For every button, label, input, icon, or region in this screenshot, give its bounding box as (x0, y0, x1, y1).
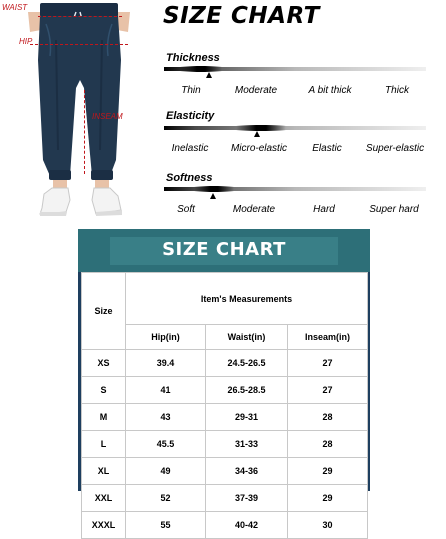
table-row (82, 485, 368, 512)
elasticity-option-elastic: Elastic (312, 143, 342, 154)
softness-option-hard: Hard (313, 204, 335, 215)
waist-cell: 34-36 (206, 458, 288, 485)
hip-cell: 45.5 (126, 431, 206, 458)
size-cell: XS (82, 350, 126, 377)
table-row (82, 377, 368, 404)
table-row (82, 458, 368, 485)
waist-line (38, 16, 122, 17)
table-row (82, 350, 368, 377)
elasticity-selected-marker (254, 131, 260, 137)
size-cell: L (82, 431, 126, 458)
softness-option-moderate: Moderate (232, 204, 276, 215)
size-cell: XXL (82, 485, 126, 512)
elasticity-option-inelastic: Inelastic (171, 143, 209, 154)
waist-cell: 24.5-26.5 (206, 350, 288, 377)
hip-cell: 52 (126, 485, 206, 512)
inseam-label: INSEAM (92, 112, 123, 121)
thickness-option-thin: Thin (181, 85, 201, 96)
inseam-cell: 27 (288, 377, 368, 404)
hip-cell: 39.4 (126, 350, 206, 377)
inseam-line (84, 90, 85, 174)
inseam-cell: 28 (288, 431, 368, 458)
hip-cell: 55 (126, 512, 206, 539)
thickness-option-a-bit-thick: A bit thick (308, 85, 352, 96)
inseam-cell: 29 (288, 485, 368, 512)
waist-cell: 26.5-28.5 (206, 377, 288, 404)
elasticity-option-micro-elastic: Micro-elastic (230, 143, 288, 154)
size-cell: S (82, 377, 126, 404)
size-cell: XL (82, 458, 126, 485)
hip-cell: 43 (126, 404, 206, 431)
waist-cell: 40-42 (206, 512, 288, 539)
size-table (81, 272, 368, 539)
inseam-cell: 29 (288, 458, 368, 485)
thickness-selected-marker (206, 72, 212, 78)
table-row (82, 431, 368, 458)
thickness-option-moderate: Moderate (234, 85, 278, 96)
elasticity-title: Elasticity (166, 110, 215, 122)
softness-title: Softness (166, 172, 213, 184)
model-photo (0, 0, 160, 228)
inseam-cell: 27 (288, 350, 368, 377)
size-cell: XXXL (82, 512, 126, 539)
hip-cell: 41 (126, 377, 206, 404)
hip-cell: 49 (126, 458, 206, 485)
waist-header: Waist(in) (206, 325, 288, 350)
softness-option-soft: Soft (177, 204, 195, 215)
waist-label: WAIST (2, 3, 28, 12)
inseam-cell: 30 (288, 512, 368, 539)
waist-cell: 29-31 (206, 404, 288, 431)
size-chart-table-frame (78, 229, 370, 530)
table-title-box (110, 237, 338, 265)
waist-cell: 37-39 (206, 485, 288, 512)
size-cell: M (82, 404, 126, 431)
thickness-title: Thickness (166, 52, 220, 64)
table-row (82, 404, 368, 431)
elasticity-scale-bar (164, 126, 426, 130)
hip-label: HIP (19, 37, 33, 46)
thickness-scale-highlight (180, 66, 222, 72)
table-header-row (82, 273, 368, 325)
hip-header: Hip(in) (126, 325, 206, 350)
product-info-section (0, 0, 446, 228)
measurements-header: Item's Measurements (126, 273, 368, 325)
thickness-option-thick: Thick (385, 85, 409, 96)
page-title: SIZE CHART (163, 3, 320, 29)
table-title: SIZE CHART (162, 239, 286, 260)
elasticity-option-super-elastic: Super-elastic (365, 143, 425, 154)
inseam-header: Inseam(in) (288, 325, 368, 350)
hip-line (30, 44, 128, 45)
softness-option-super-hard: Super hard (369, 204, 419, 215)
inseam-cell: 28 (288, 404, 368, 431)
waist-cell: 31-33 (206, 431, 288, 458)
softness-selected-marker (210, 193, 216, 199)
size-header: Size (82, 273, 126, 350)
table-title-bar (78, 229, 370, 272)
table-row (82, 512, 368, 539)
softness-scale-highlight (194, 186, 234, 192)
elasticity-scale-highlight (236, 125, 286, 131)
